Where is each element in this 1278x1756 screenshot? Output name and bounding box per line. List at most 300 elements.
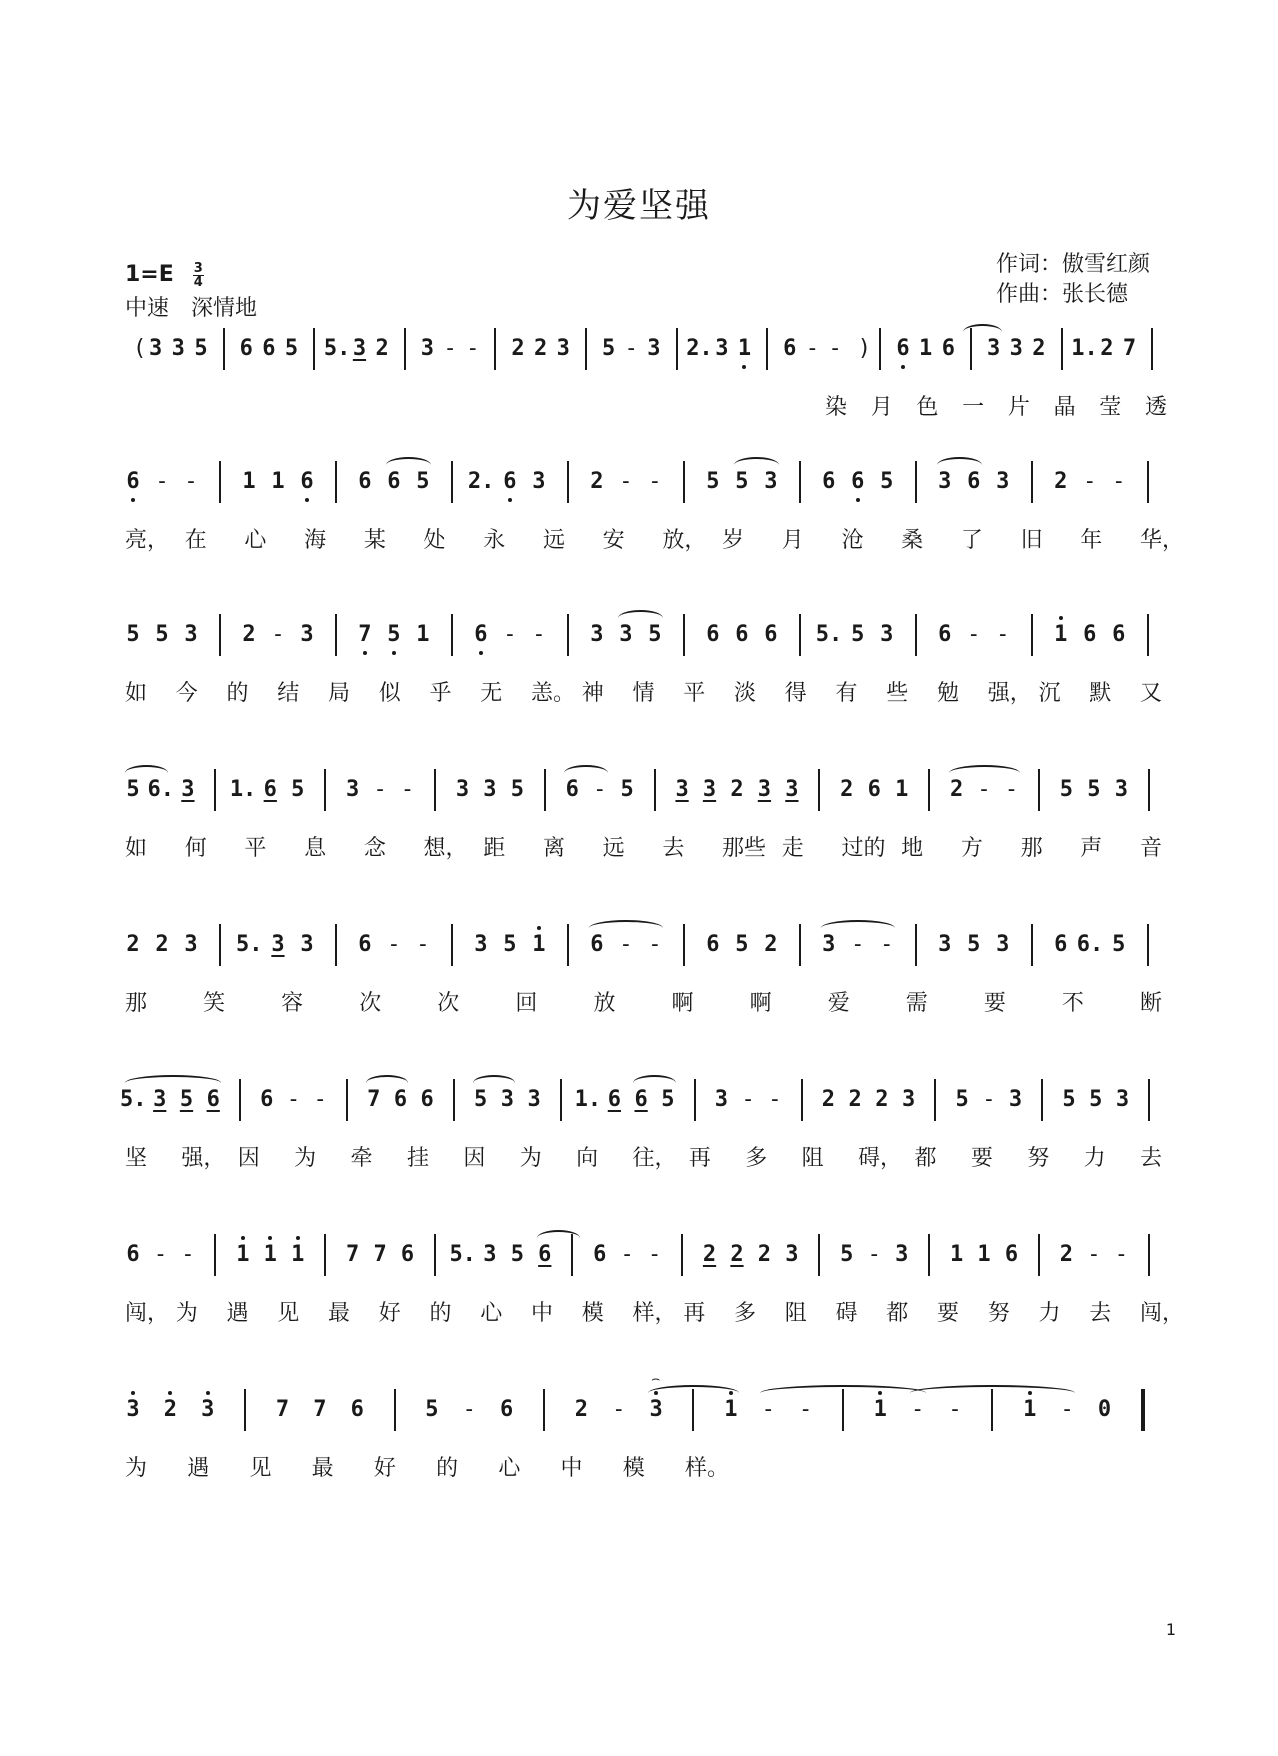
note: 3 — [1114, 777, 1128, 802]
note: 5 — [1062, 1087, 1076, 1112]
lyric-syllable: 平 — [244, 836, 267, 861]
slur — [910, 1385, 1075, 1401]
barline — [915, 614, 917, 656]
note: 5 — [416, 469, 430, 494]
note-extension: - — [286, 1087, 301, 1112]
lyric-syllable: 海 — [304, 528, 327, 553]
lyrics-row — [125, 990, 1163, 1030]
barline — [799, 924, 801, 966]
barline — [818, 769, 820, 811]
lyric-syllable: 念 — [363, 836, 386, 861]
note: 3 — [938, 469, 952, 494]
note: 5 — [503, 932, 517, 957]
note: 2 — [1100, 336, 1114, 361]
note: 2 — [730, 1242, 744, 1267]
note: 3 — [352, 336, 367, 361]
note: 3 — [986, 336, 1001, 361]
note-extension: - — [503, 622, 517, 647]
lyric-syllable: 不 — [1061, 991, 1084, 1016]
lyric-syllable: 去 — [662, 836, 685, 861]
lyric-syllable: 心 — [244, 528, 267, 553]
lyric-syllable: 模 — [622, 1456, 645, 1481]
note: 5 — [474, 1087, 488, 1112]
note: 3 — [822, 932, 836, 957]
lyric-syllable: 牵 — [350, 1146, 373, 1171]
note: 3 — [474, 932, 488, 957]
composer-credit: 作曲：张长德 — [996, 282, 1129, 307]
note: 7 — [367, 1087, 381, 1112]
note: 3 — [764, 469, 778, 494]
note: 3 — [785, 1242, 799, 1267]
note-extension: - — [155, 469, 169, 494]
score-system — [125, 455, 1185, 567]
lyric-syllable: 月 — [781, 528, 804, 553]
lyric-syllable: 都 — [914, 1146, 937, 1171]
note: 5. — [815, 622, 843, 647]
score-system — [125, 763, 1163, 875]
lyric-syllable: 又 — [1140, 681, 1163, 706]
notation-row — [125, 608, 1160, 668]
lyric-syllable: 那 — [1020, 836, 1043, 861]
note: 2 — [821, 1087, 835, 1112]
note: 5 — [648, 622, 662, 647]
note-extension: - — [648, 932, 662, 957]
note-extension: - — [620, 1242, 634, 1267]
score-system — [125, 322, 1168, 434]
slur — [366, 1075, 409, 1091]
barline — [313, 328, 315, 370]
lyrics-row — [125, 1145, 1163, 1185]
lyric-syllable: 今 — [175, 681, 198, 706]
note-extension: - — [867, 1242, 881, 1267]
lyric-syllable: 去 — [1140, 1146, 1163, 1171]
note-extension: - — [911, 1397, 925, 1422]
lyric-syllable: 透 — [1145, 395, 1168, 420]
barline — [543, 1389, 545, 1431]
note: 3 — [455, 777, 470, 802]
barline — [214, 769, 216, 811]
note: 6 — [941, 336, 955, 361]
note: 6. — [147, 777, 174, 802]
note-extension: - — [153, 1242, 168, 1267]
note: 3 — [938, 932, 952, 957]
lyric-syllable: 那 — [125, 991, 148, 1016]
note: 3 — [195, 1397, 221, 1423]
barline — [451, 614, 453, 656]
note: 2 — [757, 1242, 772, 1267]
lyric-syllable: 息 — [304, 836, 327, 861]
note: 3 — [647, 336, 661, 361]
note-extension: - — [768, 1087, 782, 1112]
note: 2 — [242, 622, 256, 647]
note: 6 — [393, 1087, 408, 1112]
note: 5 — [1112, 932, 1126, 957]
note-extension: - — [443, 336, 457, 361]
note: 7 — [352, 622, 378, 648]
lyric-syllable: 放， — [662, 528, 707, 553]
note: 6 — [593, 1242, 607, 1267]
lyric-syllable: 一 — [962, 395, 985, 420]
note: 5 — [840, 1242, 854, 1267]
lyric-syllable: 中 — [560, 1456, 583, 1481]
note-extension: - — [982, 1087, 996, 1112]
lyric-syllable: 挂 — [406, 1146, 429, 1171]
note: 1. — [574, 1087, 602, 1112]
note: 6 — [126, 1242, 140, 1267]
note: 2 — [875, 1087, 889, 1112]
note: 5 — [955, 1087, 969, 1112]
note: 3 — [715, 336, 729, 361]
lyric-syllable: 往， — [632, 1146, 677, 1171]
note-extension: - — [400, 777, 415, 802]
note: 1 — [416, 622, 430, 647]
lyric-syllable: 遇 — [187, 1456, 210, 1481]
note: 5 — [381, 622, 407, 648]
note: 6 — [239, 336, 253, 361]
lyric-syllable: 华， — [1140, 528, 1185, 553]
barline — [1031, 614, 1033, 656]
note: 2 — [764, 932, 778, 957]
note-extension: - — [977, 777, 991, 802]
barline — [683, 461, 685, 503]
lyric-syllable: 强， — [987, 681, 1032, 706]
note-extension: - — [619, 469, 633, 494]
lyric-syllable: 方 — [960, 836, 983, 861]
note: 3 — [619, 622, 633, 647]
note: 3 — [1115, 1087, 1130, 1112]
slur — [618, 610, 663, 626]
slur — [633, 1075, 676, 1091]
lyric-syllable: 见 — [249, 1456, 272, 1481]
barline — [214, 1234, 216, 1276]
lyric-syllable: 为 — [294, 1146, 317, 1171]
note: 3 — [184, 932, 198, 957]
note: 1 — [285, 1242, 311, 1268]
barline — [1061, 328, 1063, 370]
barline — [676, 328, 678, 370]
note: 6 — [120, 469, 146, 495]
note: 6 — [468, 622, 494, 648]
slur — [564, 765, 607, 781]
lyric-syllable: 笑 — [203, 991, 226, 1016]
barline — [394, 1389, 396, 1431]
note: 5. — [120, 1087, 147, 1112]
lyric-syllable: 强， — [181, 1146, 226, 1171]
note: 5 — [880, 469, 894, 494]
lyric-syllable: 沉 — [1038, 681, 1061, 706]
note: 6 — [890, 336, 916, 362]
note: 6 — [706, 932, 720, 957]
barline — [654, 769, 656, 811]
lyric-syllable: 努 — [987, 1301, 1010, 1326]
note: 3 — [271, 932, 285, 957]
barline — [1147, 924, 1149, 966]
lyric-syllable: 多 — [734, 1301, 757, 1326]
lyric-syllable: 染 — [825, 395, 848, 420]
note: 2 — [511, 336, 525, 361]
note: 5 — [620, 777, 634, 802]
lyric-syllable: 有 — [835, 681, 858, 706]
lyrics-row — [125, 1300, 1185, 1340]
lyric-syllable: 闯， — [125, 1301, 170, 1326]
note: 5 — [126, 777, 140, 802]
lyric-syllable: 平 — [683, 681, 706, 706]
note: 3 — [527, 1087, 541, 1112]
score-header-right — [996, 250, 1150, 310]
barline — [404, 328, 406, 370]
barline — [694, 1079, 696, 1121]
lyric-syllable: 最 — [311, 1456, 334, 1481]
note-extension: - — [466, 336, 480, 361]
lyric-syllable: 声 — [1080, 836, 1103, 861]
lyric-syllable: 色 — [916, 395, 939, 420]
lyric-syllable: 力 — [1038, 1301, 1061, 1326]
slur — [386, 457, 431, 473]
barline — [1148, 1234, 1150, 1276]
lyric-syllable: 勉 — [937, 681, 960, 706]
note: 5 — [510, 1242, 524, 1267]
note: 1. — [1071, 336, 1098, 361]
lyric-syllable: 处 — [423, 528, 446, 553]
note: 3 — [300, 932, 314, 957]
note: 5 — [425, 1397, 439, 1422]
note-extension: - — [462, 1397, 476, 1422]
lyric-syllable: 需 — [905, 991, 928, 1016]
note: 1 — [526, 932, 552, 958]
slur — [937, 457, 982, 473]
lyrics-row — [125, 527, 1185, 567]
note: 6 — [294, 469, 320, 495]
note: 6 — [607, 1087, 622, 1112]
note: 3 — [1009, 336, 1023, 361]
note: 5 — [1087, 777, 1101, 802]
barline — [219, 461, 221, 503]
note-extension: - — [647, 1242, 662, 1267]
lyric-syllable: 要 — [937, 1301, 960, 1326]
barline — [544, 769, 546, 811]
note: 3 — [184, 622, 198, 647]
note: 2 — [848, 1087, 862, 1112]
barline — [451, 924, 453, 966]
barline — [681, 1234, 683, 1276]
barline — [219, 924, 221, 966]
note: 3 — [785, 777, 799, 802]
key-signature-line — [125, 258, 257, 292]
note: 2. — [686, 336, 713, 361]
barline — [1147, 461, 1149, 503]
lyric-syllable: 的 — [226, 681, 249, 706]
notation-row — [125, 1228, 1160, 1288]
barline — [335, 924, 337, 966]
lyric-syllable: 模 — [581, 1301, 604, 1326]
score-system — [120, 1073, 1163, 1185]
barline — [1148, 1079, 1150, 1121]
note: 2 — [534, 336, 548, 361]
barline — [567, 924, 569, 966]
lyric-syllable: 因 — [463, 1146, 486, 1171]
lyric-syllable: 亮， — [125, 528, 170, 553]
slur — [821, 920, 895, 936]
note: 6 — [358, 932, 372, 957]
slur — [648, 1385, 739, 1401]
note-extension: - — [1060, 1397, 1074, 1422]
lyric-syllable: 恙。 — [531, 681, 576, 706]
lyric-syllable: 多 — [745, 1146, 768, 1171]
barline — [346, 1079, 348, 1121]
notation-row — [125, 918, 1160, 978]
lyric-syllable: 闯， — [1140, 1301, 1185, 1326]
note: 3 — [300, 622, 314, 647]
lyric-syllable: 晶 — [1053, 395, 1076, 420]
note-extension: - — [593, 777, 607, 802]
note: 3 — [714, 1087, 728, 1112]
note: 3 — [996, 932, 1010, 957]
note: 3 — [483, 1242, 497, 1267]
lyric-syllable: 向 — [576, 1146, 599, 1171]
note: 5 — [967, 932, 981, 957]
notation-row — [125, 322, 1160, 382]
note: 2 — [702, 1242, 717, 1267]
song-title: 为爱坚强 — [567, 186, 711, 226]
note: 6 — [634, 1087, 648, 1112]
note-extension: - — [271, 622, 285, 647]
lyric-syllable: 神 — [581, 681, 604, 706]
note: 1 — [867, 1397, 893, 1423]
lyric-syllable: 似 — [378, 681, 401, 706]
note: 1. — [229, 777, 257, 802]
lyric-syllable: 莹 — [1099, 395, 1122, 420]
slur — [949, 765, 1020, 781]
note: 5. — [323, 336, 351, 361]
note: 5 — [291, 777, 305, 802]
barline — [818, 1234, 820, 1276]
slur — [125, 1075, 221, 1091]
lyric-syllable: 在 — [184, 528, 207, 553]
tempo-marking: 中速 深情地 — [125, 296, 258, 321]
note: 3 — [153, 1087, 167, 1112]
note-extension: - — [313, 1087, 327, 1112]
lyric-syllable: 为 — [175, 1301, 198, 1326]
lyric-syllable: 坚 — [125, 1146, 148, 1171]
note-extension: - — [416, 932, 430, 957]
lyric-syllable: 桑 — [901, 528, 924, 553]
barline — [766, 328, 768, 370]
barline — [434, 769, 436, 811]
note: 2 — [840, 777, 854, 802]
note: 2 — [157, 1397, 183, 1423]
note-extension: - — [880, 932, 894, 957]
note: 3 — [996, 469, 1010, 494]
note: 3 — [532, 469, 546, 494]
lyrics-row — [125, 680, 1163, 720]
lyrics-row — [125, 394, 1168, 434]
lyric-syllable: 如 — [125, 836, 148, 861]
note: 6 — [706, 622, 720, 647]
key-signature: 1=E — [125, 262, 174, 287]
note: 1 — [949, 1242, 964, 1267]
lyric-syllable: 年 — [1080, 528, 1103, 553]
note-extension: - — [851, 932, 865, 957]
barline — [335, 614, 337, 656]
lyric-syllable: 了 — [960, 528, 983, 553]
note: 7 — [1122, 336, 1137, 361]
lyric-syllable: 安 — [602, 528, 625, 553]
lyric-syllable: 如 — [125, 681, 148, 706]
lyric-syllable: 为 — [125, 1456, 148, 1481]
lyric-syllable: 心 — [498, 1456, 521, 1481]
lyric-syllable: 某 — [363, 528, 386, 553]
note: 2 — [949, 777, 964, 802]
barline — [683, 614, 685, 656]
note: 5 — [1059, 777, 1074, 802]
score-header-left — [125, 258, 257, 326]
note: 3 — [880, 622, 894, 647]
lyric-syllable: 那些 — [722, 836, 767, 861]
notation-row — [125, 455, 1160, 515]
note-extension: - — [612, 1397, 626, 1422]
time-signature-top: 3 — [193, 260, 203, 276]
note: 6 — [764, 622, 778, 647]
barline — [560, 1079, 562, 1121]
lyric-syllable: 走 — [781, 836, 804, 861]
note: 6 — [350, 1397, 364, 1422]
slur — [473, 1075, 516, 1091]
note: 5 — [735, 469, 749, 494]
note: 2 — [126, 932, 140, 957]
slur — [734, 457, 779, 473]
barline — [324, 1234, 326, 1276]
note: 0 — [1097, 1397, 1112, 1422]
parenthesis: ( — [133, 336, 147, 361]
barline — [1041, 1079, 1043, 1121]
lyric-syllable: 样， — [632, 1301, 677, 1326]
note: 3 — [420, 336, 435, 361]
note: 3 — [1008, 1087, 1023, 1112]
time-signature — [193, 262, 204, 289]
note: 2 — [1032, 336, 1046, 361]
lyric-syllable: 去 — [1089, 1301, 1112, 1326]
lyric-syllable: 爱 — [827, 991, 850, 1016]
note: 5 — [194, 336, 208, 361]
note: 3 — [675, 777, 689, 802]
lyric-syllable: 的 — [436, 1456, 459, 1481]
note: 3 — [895, 1242, 909, 1267]
note: 6 — [938, 622, 952, 647]
lyric-syllable: 阻 — [784, 1301, 807, 1326]
lyric-syllable: 次 — [437, 991, 460, 1016]
barline — [928, 769, 930, 811]
note: 5. — [449, 1242, 476, 1267]
lyrics-row — [125, 1455, 1160, 1495]
lyric-syllable: 断 — [1140, 991, 1163, 1016]
note: 6 — [497, 469, 523, 495]
note-extension: - — [1083, 469, 1097, 494]
lyric-syllable: 力 — [1083, 1146, 1106, 1171]
lyric-syllable: 何 — [184, 836, 207, 861]
barline — [1031, 461, 1033, 503]
lyric-syllable: 都 — [886, 1301, 909, 1326]
note: 5 — [179, 1087, 194, 1112]
slur — [760, 1385, 925, 1401]
note: 2 — [1059, 1242, 1074, 1267]
note: 6. — [1076, 932, 1104, 957]
note: 5 — [284, 336, 299, 361]
lyric-syllable: 啊 — [749, 991, 772, 1016]
lyric-syllable: 碍， — [858, 1146, 903, 1171]
note: 1 — [977, 1242, 991, 1267]
note-extension: - — [619, 932, 633, 957]
barline — [567, 461, 569, 503]
